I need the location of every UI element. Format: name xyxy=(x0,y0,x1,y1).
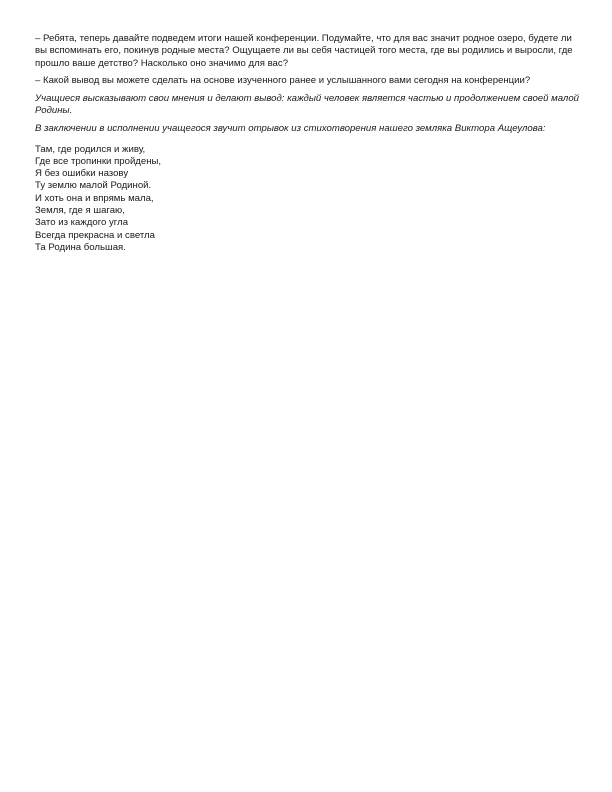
poem-introduction: В заключении в исполнении учащегося звучит отрывок из стихотворения нашего земляка Виктора Ащеулова: xyxy=(35,123,546,135)
poem-line: Та Родина большая. xyxy=(35,241,126,253)
poem-line: Я без ошибки назову xyxy=(35,168,129,180)
teacher-question-conclusion: – Какой вывод вы можете сделать на основе изученного ранее и услышанного вами сегодня на конференции? xyxy=(35,75,531,87)
poem-line: Ту землю малой Родиной. xyxy=(35,180,152,192)
poem-excerpt xyxy=(35,144,580,255)
document-page xyxy=(35,33,580,254)
poem-line: Зато из каждого угла xyxy=(35,217,129,229)
poem-line: Всегда прекрасна и светла xyxy=(35,229,155,241)
poem-line: Земля, где я шагаю, xyxy=(35,205,125,217)
poem-line: И хоть она и впрямь мала, xyxy=(35,192,154,204)
students-conclusion-note: Учащиеся высказывают свои мнения и делают вывод: каждый человек является частью и продолжением своей малой Родины. xyxy=(35,93,579,117)
poem-line: Где все тропинки пройдены, xyxy=(35,155,162,167)
poem-line: Там, где родился и живу, xyxy=(35,143,146,155)
teacher-question-summary: – Ребята, теперь давайте подведем итоги нашей конференции. Подумайте, что для вас значит родное озеро, будете ли вы вспоминать его, покинув родные места? Ощущаете ли вы себя частицей того места, где вы родились и выросли, где прошло ваше детство? Насколько оно значимо для вас? xyxy=(35,33,573,69)
